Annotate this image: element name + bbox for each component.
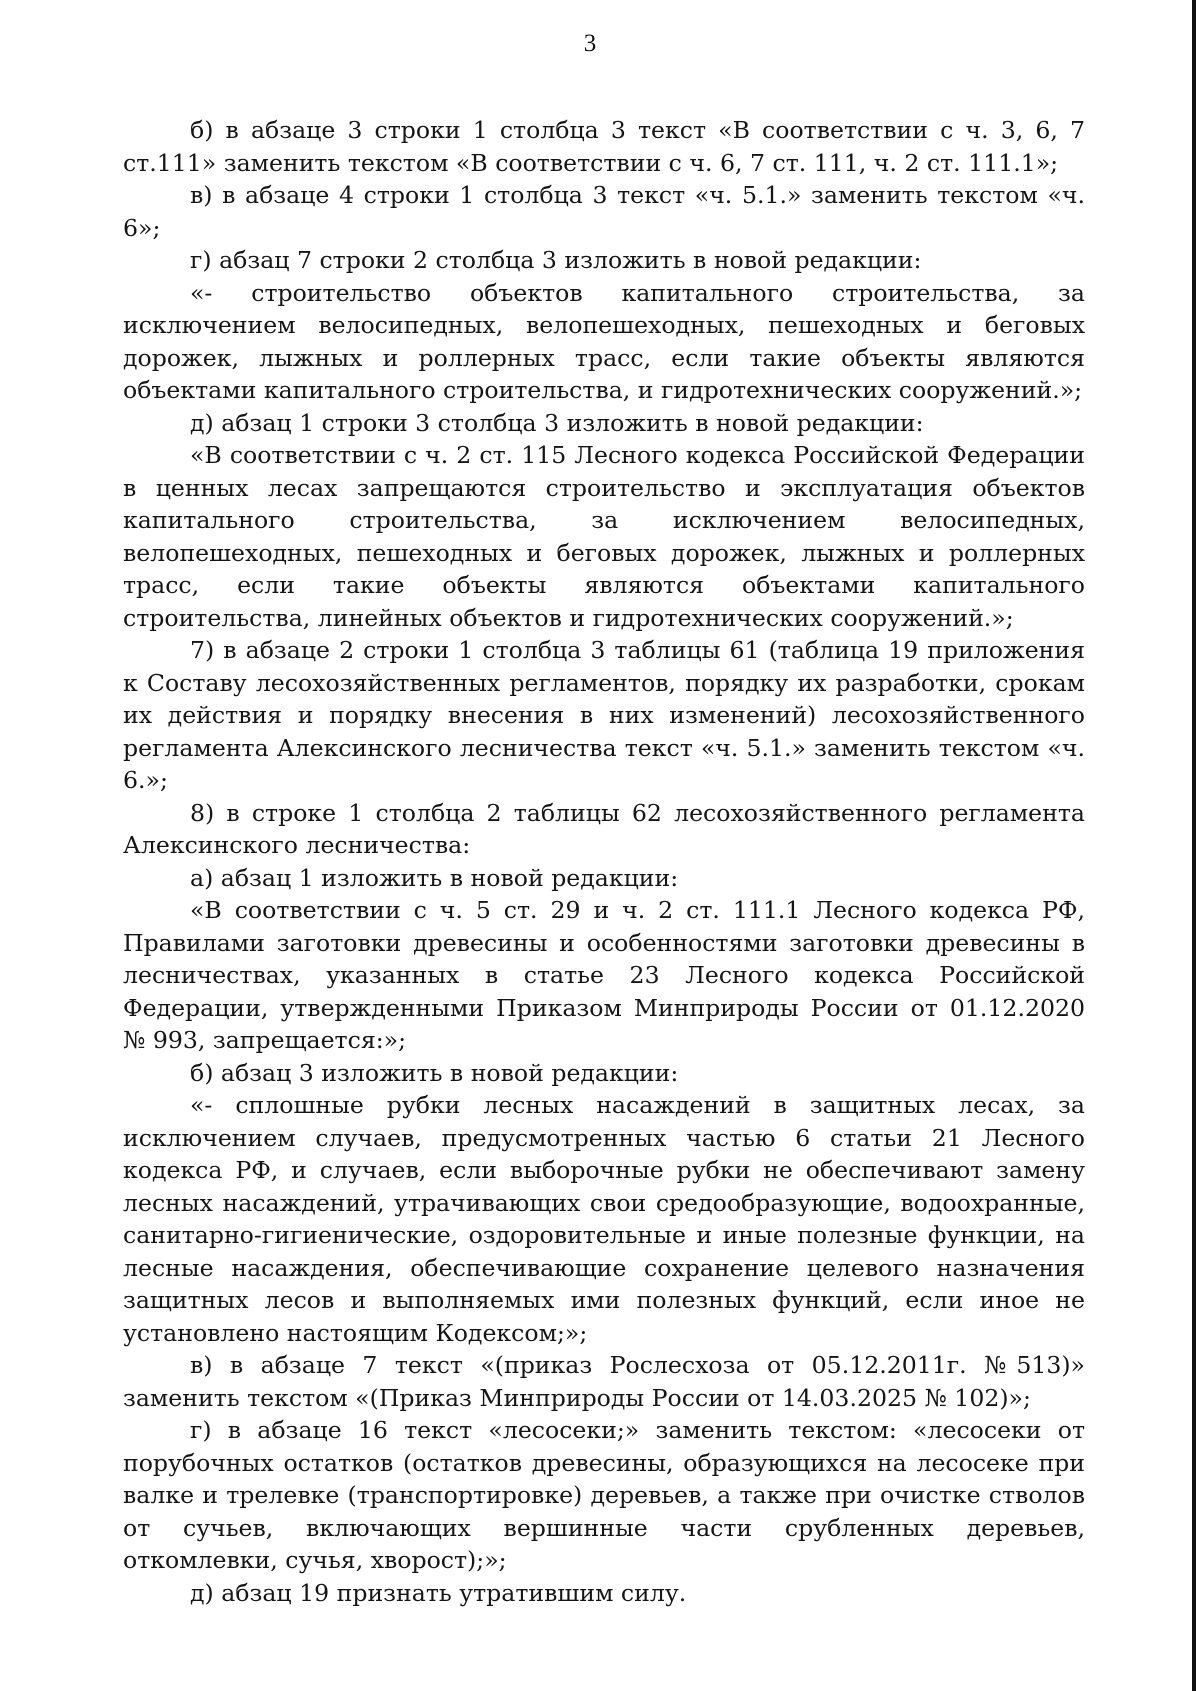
paragraph-g-abzac-16: г) в абзаце 16 текст «лесосеки;» заменить текстом: «лесосеки от порубочных остатков (остатков древесины, образующихся на лесосеке при валке и трелевке (транспортировке) деревьев, а также при очистке стволов от сучьев, включающих вершинные части срубленных деревьев, откомлевки, сучья, хворост);»; xyxy=(123,1416,1085,1574)
paragraph-quote-valuable-forests: «В соответствии с ч. 2 ст. 115 Лесного кодекса Российской Федерации в ценных лесах запрещаются строительство и эксплуатация объектов капитального строительства, за исключением велосипедных, велопешеходных, пешеходных и беговых дорожек, лыжных и роллерных трасс, если такие объекты являются объектами капитального строительства, линейных объектов и гидротехнических сооружений.»; xyxy=(123,441,1085,632)
paragraph-quote-harvesting-rules: «В соответствии с ч. 5 ст. 29 и ч. 2 ст. 111.1 Лесного кодекса РФ, Правилами заготовки древесины и особенностями заготовки древесины в лесничествах, указанных в статье 23 Лесного кодекса Российской Федерации, утвержденными Приказом Минприроды России от 01.12.2020 № 993, запрещается:»; xyxy=(123,896,1085,1054)
paragraph-quote-clear-cutting: «- сплошные рубки лесных насаждений в защитных лесах, за исключением случаев, предусмотренных частью 6 статьи 21 Лесного кодекса РФ, и случаев, если выборочные рубки не обеспечивают замену лесных насаждений, утрачивающих свои средообразующие, водоохранные, санитарно-гигиенические, оздоровительные и иные полезные функции, на лесные насаждения, обеспечивающие сохранение целевого назначения защитных лесов и выполняемых ими полезных функций, если иное не установлено настоящим Кодексом;»; xyxy=(123,1091,1085,1347)
paragraph-v-abzac-7: в) в абзаце 7 текст «(приказ Рослесхоза от 05.12.2011г. №513)» заменить текстом «(Приказ Минприроды России от 14.03.2025 № 102)»; xyxy=(123,1351,1085,1412)
paragraph-d-abzac-1: д) абзац 1 строки 3 столбца 3 изложить в новой редакции: xyxy=(190,408,924,437)
paragraph-g-abzac-7: г) абзац 7 строки 2 столбца 3 изложить в новой редакции: xyxy=(190,246,922,274)
paragraph-b-abzac-3-new: б) абзац 3 изложить в новой редакции: xyxy=(190,1058,679,1087)
paragraph-b-abzac-3: б) в абзаце 3 строки 1 столбца 3 текст «В соответствии с ч. 3, 6, 7 ст.111» заменить текстом «В соответствии с ч. 6, 7 ст. 111, ч. 2 ст. 111.1»; xyxy=(123,116,1085,177)
document-body xyxy=(123,114,1085,1609)
paragraph-v-abzac-4: в) в абзаце 4 строки 1 столбца 3 текст «ч. 5.1.» заменить текстом «ч. 6»; xyxy=(123,181,1085,242)
paragraph-quote-construction: «- строительство объектов капитального строительства, за исключением велосипедных, велопешеходных, пешеходных и беговых дорожек, лыжных и роллерных трасс, если такие объекты являются объектами капитального строительства, и гидротехнических сооружений.»; xyxy=(123,278,1085,404)
paragraph-a-abzac-1: а) абзац 1 изложить в новой редакции: xyxy=(190,863,679,892)
scan-edge-line xyxy=(1192,0,1196,1691)
paragraph-item-7: 7) в абзаце 2 строки 1 столбца 3 таблицы 61 (таблица 19 приложения к Составу лесохозяйственных регламентов, порядку их разработки, срокам их действия и порядку внесения в них изменений) лесохозяйственного регламента Алексинского лесничества текст «ч. 5.1.» заменить текстом «ч. 6.»; xyxy=(123,636,1085,794)
page-number: 3 xyxy=(583,30,597,57)
paragraph-d-abzac-19: д) абзац 19 признать утратившим силу. xyxy=(190,1578,687,1607)
paragraph-item-8: 8) в строке 1 столбца 2 таблицы 62 лесохозяйственного регламента Алексинского лесничества: xyxy=(123,798,1085,859)
